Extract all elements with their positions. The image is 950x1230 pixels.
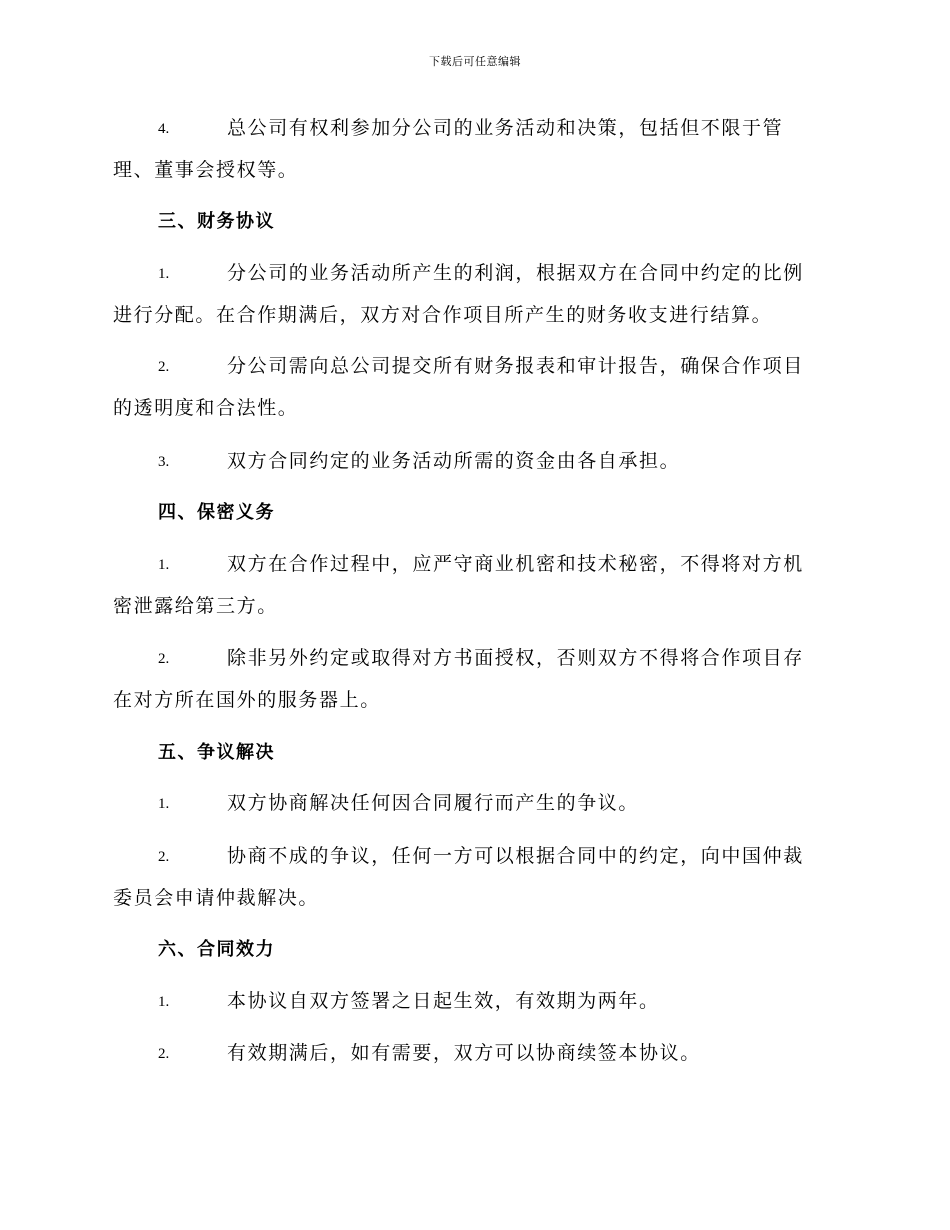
item-text-line: 协商不成的争议，任何一方可以根据合同中的约定，向中国仲裁 bbox=[227, 845, 804, 867]
section-heading: 六、合同效力 bbox=[158, 939, 275, 960]
item-text-line: 进行分配。在合作期满后，双方对合作项目所产生的财务收支进行结算。 bbox=[113, 304, 773, 326]
item-number: 3. bbox=[158, 454, 170, 470]
item-text-line: 的透明度和合法性。 bbox=[113, 397, 299, 419]
item-number: 1. bbox=[158, 796, 170, 812]
item-number: 2. bbox=[158, 1046, 170, 1062]
item-number: 2. bbox=[158, 359, 170, 375]
item-number: 1. bbox=[158, 994, 170, 1010]
item-text-line: 在对方所在国外的服务器上。 bbox=[113, 689, 381, 711]
item-text-line: 双方在合作过程中，应严守商业机密和技术秘密，不得将对方机 bbox=[227, 553, 804, 575]
item-text-line: 除非另外约定或取得对方书面授权，否则双方不得将合作项目存 bbox=[227, 647, 804, 669]
item-number: 2. bbox=[158, 651, 170, 667]
item-number: 2. bbox=[158, 849, 170, 865]
section-heading: 五、争议解决 bbox=[158, 742, 275, 763]
section-heading: 四、保密义务 bbox=[158, 502, 275, 523]
section-heading: 三、财务协议 bbox=[158, 211, 275, 232]
item-text-line: 理、董事会授权等。 bbox=[113, 159, 299, 181]
item-text-line: 分公司需向总公司提交所有财务报表和审计报告，确保合作项目 bbox=[227, 355, 804, 377]
item-number: 1. bbox=[158, 557, 170, 573]
item-text-line: 密泄露给第三方。 bbox=[113, 595, 278, 617]
item-text-line: 双方协商解决任何因合同履行而产生的争议。 bbox=[227, 792, 640, 814]
item-text-line: 有效期满后，如有需要，双方可以协商续签本协议。 bbox=[227, 1042, 701, 1064]
item-text-line: 双方合同约定的业务活动所需的资金由各自承担。 bbox=[227, 450, 681, 472]
item-text-line: 分公司的业务活动所产生的利润，根据双方在合同中约定的比例 bbox=[227, 262, 804, 284]
item-text-line: 委员会申请仲裁解决。 bbox=[113, 887, 320, 909]
item-number: 1. bbox=[158, 266, 170, 282]
item-text-line: 本协议自双方签署之日起生效，有效期为两年。 bbox=[227, 990, 660, 1012]
item-text-line: 总公司有权利参加分公司的业务活动和决策，包括但不限于管 bbox=[227, 117, 784, 139]
item-number: 4. bbox=[158, 121, 170, 137]
page-header: 下载后可任意编辑 bbox=[429, 55, 521, 68]
